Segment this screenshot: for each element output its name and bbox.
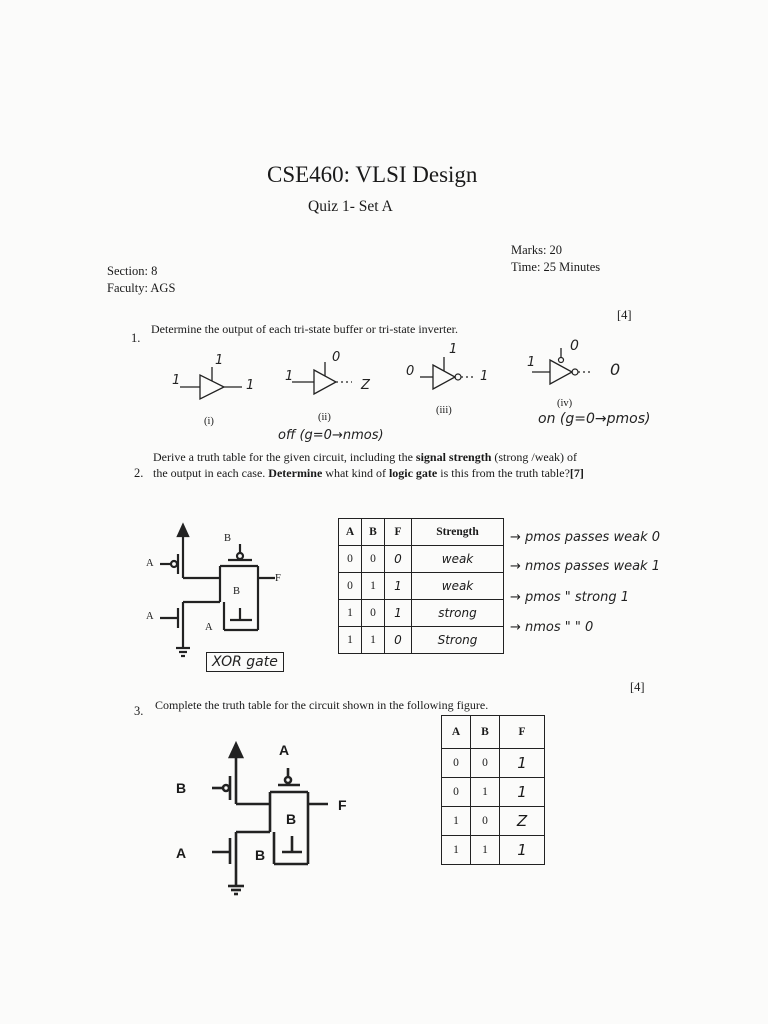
cell-f: 1 xyxy=(500,778,545,807)
cell-f: 0 xyxy=(385,546,412,573)
q1-number: 1. xyxy=(131,331,141,345)
cell-b: 1 xyxy=(362,573,385,600)
q2-note-3: → pmos " strong 1 xyxy=(510,590,629,605)
header-b: B xyxy=(362,519,385,546)
cell-b: 0 xyxy=(362,546,385,573)
cell-a: 1 xyxy=(442,807,471,836)
gate-i-input: 1 xyxy=(172,373,181,388)
page-title: CSE460: VLSI Design xyxy=(267,162,478,187)
cell-b: 0 xyxy=(471,749,500,778)
q2-number: 2. xyxy=(134,466,144,480)
gate-iii-output: 1 xyxy=(480,369,489,384)
cell-b: 1 xyxy=(471,778,500,807)
cell-a: 1 xyxy=(442,836,471,865)
table-row xyxy=(339,600,504,627)
cell-a: 1 xyxy=(339,627,362,654)
gate-i-enable: 1 xyxy=(215,353,224,368)
gate-i-label: (i) xyxy=(204,416,214,427)
gate-iv-output: 0 xyxy=(610,360,621,379)
gate-iv-note: on (g=0→pmos) xyxy=(538,411,651,427)
q1-text: Determine the output of each tri-state buffer or tri-state inverter. xyxy=(151,322,458,336)
cell-a: 1 xyxy=(339,600,362,627)
table-row xyxy=(339,627,504,654)
q3-circuit-diagram xyxy=(196,740,346,900)
gate-ii-note: off (g=0→nmos) xyxy=(278,428,384,443)
gate-iii-input: 0 xyxy=(406,364,415,379)
marks-info: Marks: 20 xyxy=(511,243,563,257)
q3-label-a-top: A xyxy=(279,742,290,758)
table-row xyxy=(442,807,545,836)
cell-f: 1 xyxy=(500,749,545,778)
time-info: Time: 25 Minutes xyxy=(511,260,601,274)
q2-label-b-top: B xyxy=(224,533,232,544)
q3-number: 3. xyxy=(134,704,144,718)
gate-iv-input: 1 xyxy=(527,355,536,370)
cell-b: 1 xyxy=(471,836,500,865)
page-subtitle: Quiz 1- Set A xyxy=(308,198,393,215)
gate-ii-input: 1 xyxy=(285,369,294,384)
cell-f: Z xyxy=(500,807,545,836)
cell-a: 0 xyxy=(339,573,362,600)
tristate-inverter-iv-icon xyxy=(520,340,610,400)
q2-answer-box: XOR gate xyxy=(206,652,284,672)
cell-b: 0 xyxy=(362,600,385,627)
q3-label-b-mid: B xyxy=(286,811,297,827)
q2-circuit-diagram xyxy=(140,520,290,660)
gate-iv-label: (iv) xyxy=(557,398,573,409)
table-row xyxy=(339,546,504,573)
q2-note-4: → nmos " " 0 xyxy=(510,620,594,635)
q2-label-a-top: A xyxy=(146,558,154,569)
cell-a: 0 xyxy=(442,778,471,807)
faculty-info: Faculty: AGS xyxy=(107,281,176,295)
q3-label-b-bot: B xyxy=(255,847,266,863)
q2-label-a-mid: A xyxy=(205,622,213,633)
q1-marks: [4] xyxy=(617,308,632,322)
cell-f: 1 xyxy=(385,600,412,627)
q3-label-out: F xyxy=(338,797,347,813)
cell-f: 0 xyxy=(385,627,412,654)
header-a: A xyxy=(339,519,362,546)
header-a: A xyxy=(442,716,471,749)
cell-strength: weak xyxy=(412,573,504,600)
cell-a: 0 xyxy=(339,546,362,573)
cell-strength: Strong xyxy=(412,627,504,654)
q3-label-b-left: B xyxy=(176,780,187,796)
gate-ii-enable: 0 xyxy=(332,350,341,365)
gate-iii-enable: 1 xyxy=(449,342,458,357)
q3-label-a-left: A xyxy=(176,845,187,861)
gate-ii-label: (ii) xyxy=(318,412,331,423)
cell-b: 0 xyxy=(471,807,500,836)
q2-label-a-bot: A xyxy=(146,611,154,622)
q2-line1: Derive a truth table for the given circuit, including the signal strength (strong /weak) of xyxy=(153,450,578,464)
q2-label-b-mid: B xyxy=(233,586,241,597)
cell-a: 0 xyxy=(442,749,471,778)
gate-iv-enable: 0 xyxy=(570,338,579,354)
header-f: F xyxy=(385,519,412,546)
q2-note-2: → nmos passes weak 1 xyxy=(510,559,660,574)
section-info: Section: 8 xyxy=(107,264,158,278)
q2-note-1: → pmos passes weak 0 xyxy=(510,530,660,545)
header-b: B xyxy=(471,716,500,749)
q3-marks: [4] xyxy=(630,680,645,694)
table-row xyxy=(442,749,545,778)
cell-strength: weak xyxy=(412,546,504,573)
cell-b: 1 xyxy=(362,627,385,654)
header-strength: Strength xyxy=(412,519,504,546)
table-header-row xyxy=(339,519,504,546)
table-row xyxy=(442,778,545,807)
table-header-row xyxy=(442,716,545,749)
table-row xyxy=(339,573,504,600)
cell-f: 1 xyxy=(385,573,412,600)
q3-text: Complete the truth table for the circuit shown in the following figure. xyxy=(155,698,489,712)
gate-iii-label: (iii) xyxy=(436,405,452,416)
q2-truth-table xyxy=(338,518,504,654)
cell-strength: strong xyxy=(412,600,504,627)
q3-truth-table xyxy=(441,715,545,865)
q2-line2: the output in each case. Determine what kind of logic gate is this from the truth table?[7] xyxy=(153,466,584,480)
q2-label-out: F xyxy=(275,573,281,584)
table-row xyxy=(442,836,545,865)
gate-i-output: 1 xyxy=(246,378,255,393)
cell-f: 1 xyxy=(500,836,545,865)
gate-ii-output: Z xyxy=(361,378,370,393)
header-f: F xyxy=(500,716,545,749)
